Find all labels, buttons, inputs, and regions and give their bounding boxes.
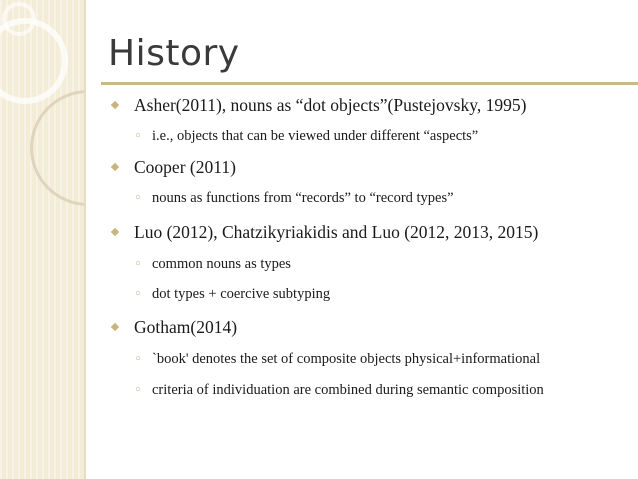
- strip-edge: [84, 0, 86, 479]
- diamond-bullet-icon: [111, 323, 119, 331]
- sub-bullet-text: common nouns as types: [152, 256, 291, 272]
- decorative-side-strip: [0, 0, 84, 479]
- sub-bullet-text: criteria of individuation are combined during semantic composition: [152, 382, 544, 398]
- diamond-bullet-icon: [111, 228, 119, 236]
- slide-title: History: [108, 33, 240, 74]
- ring-bullet-icon: ◦: [134, 129, 142, 144]
- diamond-bullet-icon: [111, 101, 119, 109]
- ring-bullet-icon: ◦: [134, 257, 142, 272]
- ring-bullet-icon: ◦: [134, 287, 142, 302]
- bullet-text: Gotham(2014): [134, 317, 238, 337]
- ring-bullet-icon: ◦: [134, 352, 142, 367]
- bullet-text: Asher(2011), nouns as “dot objects”(Pustejovsky, 1995): [134, 95, 527, 115]
- sub-bullet-text: nouns as functions from “records” to “record types”: [152, 190, 454, 206]
- sub-bullet-text: i.e., objects that can be viewed under different “aspects”: [152, 128, 479, 144]
- title-underline: [101, 82, 638, 85]
- bullet-text: Cooper (2011): [134, 157, 236, 177]
- ring-bullet-icon: ◦: [134, 191, 142, 206]
- bullet-text: Luo (2012), Chatzikyriakidis and Luo (2012, 2013, 2015): [134, 222, 539, 242]
- sub-bullet-text: dot types + coercive subtyping: [152, 286, 331, 302]
- diamond-bullet-icon: [111, 163, 119, 171]
- ring-bullet-icon: ◦: [134, 383, 142, 398]
- sub-bullet-text: `book' denotes the set of composite objects physical+informational: [152, 351, 541, 367]
